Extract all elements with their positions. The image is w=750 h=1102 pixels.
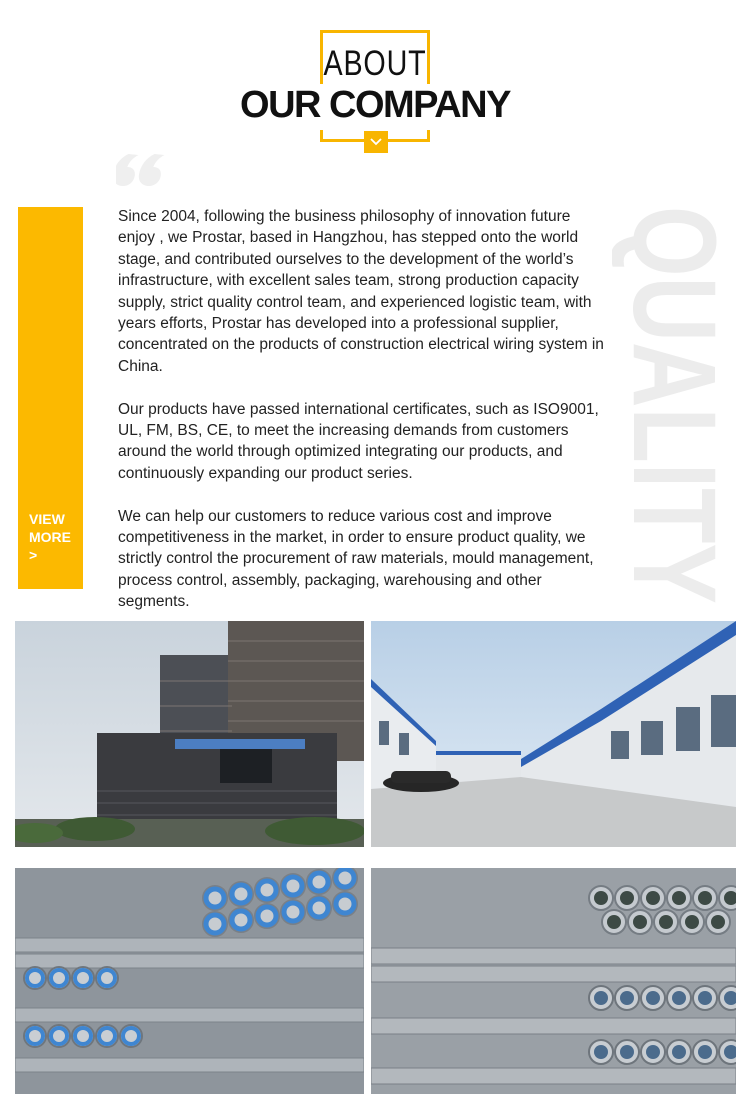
quality-paragraph: We can help our customers to reduce various cost and improve competitiveness in the market, in order to ensure product quality, we strictly control the procurement of raw materials, mould management, process control, assembly, packaging, warehousing and other segments. (118, 507, 594, 611)
chevron-down-icon[interactable] (364, 131, 388, 153)
quote-mark-icon (116, 146, 176, 195)
about-label: ABOUT (323, 44, 427, 83)
intro-paragraph: Since 2004, following the business philosophy of innovation future enjoy , we Prostar, based in Hangzhou, has stepped onto the world stage, and contributed ourselves to the development of the world’s infrastructure, with excellent sales team, strong production capacity supply, strict quality control team, and experienced logistic team, with years efforts, Prostar has developed into a professional supplier, concentrated on the products of construction electrical wiring system in China. (118, 208, 604, 375)
galvanized-pipes-photo (15, 868, 364, 1094)
certificates-paragraph: Our products have passed international certificates, such as ISO9001, UL, FM, BS, CE, to meet the increasing demands from customers around the world through optimized integrating our products, and continuously expanding our product series. (118, 400, 599, 482)
quality-watermark (612, 205, 737, 605)
view-more-link[interactable]: VIEW MORE > (29, 511, 71, 563)
factory-yard-photo (371, 621, 736, 847)
steel-pipe-stack-photo (371, 868, 736, 1094)
company-description (118, 206, 608, 634)
office-building-photo (15, 621, 364, 847)
quality-watermark-text: QUALITY (612, 206, 737, 605)
page-title: OUR COMPANY (240, 84, 510, 126)
